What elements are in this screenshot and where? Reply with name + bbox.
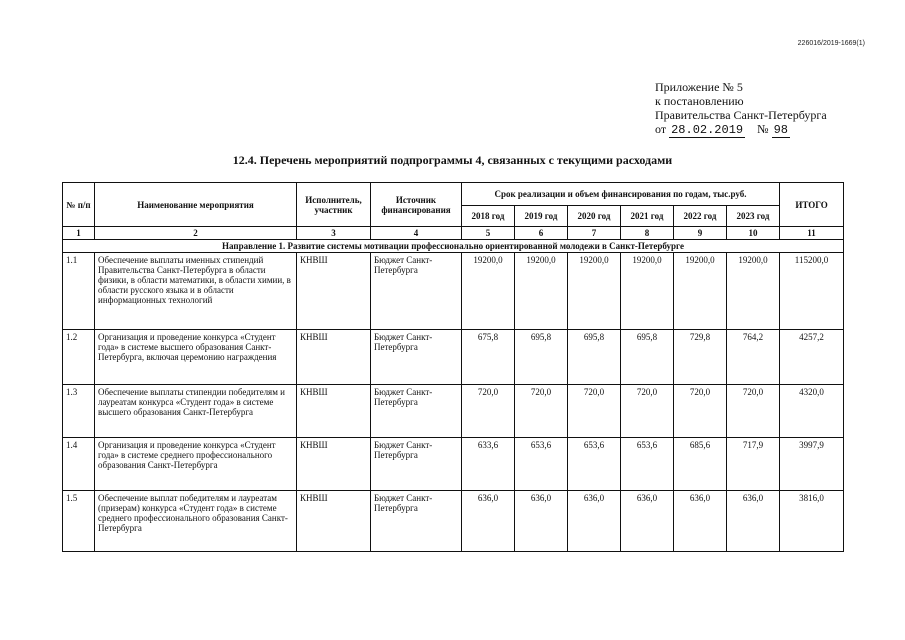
row-value: 19200,0: [515, 253, 568, 330]
section-row: [63, 240, 844, 253]
column-number: 10: [727, 227, 780, 240]
row-value: 729,8: [674, 330, 727, 385]
row-value: 19200,0: [727, 253, 780, 330]
table-row: [63, 330, 844, 385]
row-value: 19200,0: [568, 253, 621, 330]
column-number-row: [63, 227, 844, 240]
row-value: 675,8: [462, 330, 515, 385]
row-value: 633,6: [462, 438, 515, 491]
row-name: Обеспечение выплат победителям и лауреатам (призерам) конкурса «Студент года» в системе среднего профессионального образования Санкт-Петербурга: [95, 491, 297, 552]
row-name: Обеспечение выплаты стипендии победителям и лауреатам конкурса «Студент года» в системе высшего образования Санкт-Петербурга: [95, 385, 297, 438]
appendix-line-3: Правительства Санкт-Петербурга: [655, 108, 827, 122]
row-executor: КНВШ: [297, 385, 371, 438]
row-source: Бюджет Санкт-Петербурга: [371, 385, 462, 438]
row-total: 3997,9: [780, 438, 844, 491]
header-year: 2020 год: [568, 206, 621, 227]
row-source: Бюджет Санкт-Петербурга: [371, 253, 462, 330]
row-value: 717,9: [727, 438, 780, 491]
table-row: [63, 253, 844, 330]
row-value: 636,0: [515, 491, 568, 552]
document-id: 226016/2019-1669(1): [797, 40, 865, 47]
column-number: 2: [95, 227, 297, 240]
row-name: Организация и проведение конкурса «Студент года» в системе высшего образования Санкт-Петербурга, включая церемонию награждения: [95, 330, 297, 385]
page-title: 12.4. Перечень мероприятий подпрограммы 4, связанных с текущими расходами: [232, 153, 673, 167]
column-number: 7: [568, 227, 621, 240]
row-name: Организация и проведение конкурса «Студент года» в системе среднего профессионального образования Санкт-Петербурга: [95, 438, 297, 491]
row-num: 1.1: [63, 253, 95, 330]
row-value: 636,0: [462, 491, 515, 552]
row-value: 720,0: [462, 385, 515, 438]
row-value: 653,6: [515, 438, 568, 491]
column-number: 9: [674, 227, 727, 240]
column-number: 8: [621, 227, 674, 240]
row-num: 1.5: [63, 491, 95, 552]
header-num: № п/п: [63, 183, 95, 227]
row-value: 720,0: [621, 385, 674, 438]
row-value: 764,2: [727, 330, 780, 385]
row-value: 636,0: [568, 491, 621, 552]
number-prefix: №: [757, 122, 769, 136]
row-value: 720,0: [568, 385, 621, 438]
appendix-line-2: к постановлению: [655, 94, 744, 108]
resolution-date: 28.02.2019: [671, 123, 744, 137]
row-value: 19200,0: [462, 253, 515, 330]
appendix-date-line: [655, 122, 827, 137]
row-source: Бюджет Санкт-Петербурга: [371, 438, 462, 491]
row-executor: КНВШ: [297, 253, 371, 330]
row-value: 636,0: [674, 491, 727, 552]
table-row: [63, 491, 844, 552]
row-value: 19200,0: [621, 253, 674, 330]
row-num: 1.4: [63, 438, 95, 491]
column-number: 6: [515, 227, 568, 240]
measures-table: [62, 182, 844, 552]
row-total: 3816,0: [780, 491, 844, 552]
row-num: 1.2: [63, 330, 95, 385]
row-value: 720,0: [515, 385, 568, 438]
row-total: 4320,0: [780, 385, 844, 438]
header-year: 2023 год: [727, 206, 780, 227]
header-year: 2022 год: [674, 206, 727, 227]
appendix-block: [655, 80, 827, 137]
table-row: [63, 438, 844, 491]
row-value: 636,0: [727, 491, 780, 552]
row-source: Бюджет Санкт-Петербурга: [371, 330, 462, 385]
appendix-line-1: Приложение № 5: [655, 80, 743, 94]
column-number: 1: [63, 227, 95, 240]
row-source: Бюджет Санкт-Петербурга: [371, 491, 462, 552]
header-row-1: [63, 183, 844, 206]
header-period: Срок реализации и объем финансирования по годам, тыс.руб.: [462, 183, 780, 206]
header-year: 2018 год: [462, 206, 515, 227]
header-executor: Исполнитель, участник: [297, 183, 371, 227]
row-total: 4257,2: [780, 330, 844, 385]
row-value: 695,8: [621, 330, 674, 385]
row-value: 636,0: [621, 491, 674, 552]
column-number: 4: [371, 227, 462, 240]
header-year: 2019 год: [515, 206, 568, 227]
table-row: [63, 385, 844, 438]
column-number: 5: [462, 227, 515, 240]
header-year: 2021 год: [621, 206, 674, 227]
row-value: 653,6: [621, 438, 674, 491]
row-value: 695,8: [515, 330, 568, 385]
row-value: 695,8: [568, 330, 621, 385]
section-title: Направление 1. Развитие системы мотивации профессионально ориентированной молодежи в Санкт-Петербурге: [63, 240, 844, 253]
column-number: 11: [780, 227, 844, 240]
header-name: Наименование мероприятия: [95, 183, 297, 227]
row-value: 685,6: [674, 438, 727, 491]
header-source: Источник финансирования: [371, 183, 462, 227]
row-executor: КНВШ: [297, 491, 371, 552]
row-executor: КНВШ: [297, 438, 371, 491]
row-num: 1.3: [63, 385, 95, 438]
row-value: 653,6: [568, 438, 621, 491]
row-value: 19200,0: [674, 253, 727, 330]
row-value: 720,0: [727, 385, 780, 438]
date-prefix: от: [655, 122, 667, 136]
row-name: Обеспечение выплаты именных стипендий Правительства Санкт-Петербурга в области физики, в области математики, в области химии, в области русского языка и в области информационных технологий: [95, 253, 297, 330]
header-total: ИТОГО: [780, 183, 844, 227]
row-value: 720,0: [674, 385, 727, 438]
row-executor: КНВШ: [297, 330, 371, 385]
column-number: 3: [297, 227, 371, 240]
row-total: 115200,0: [780, 253, 844, 330]
resolution-number: 98: [773, 123, 788, 137]
